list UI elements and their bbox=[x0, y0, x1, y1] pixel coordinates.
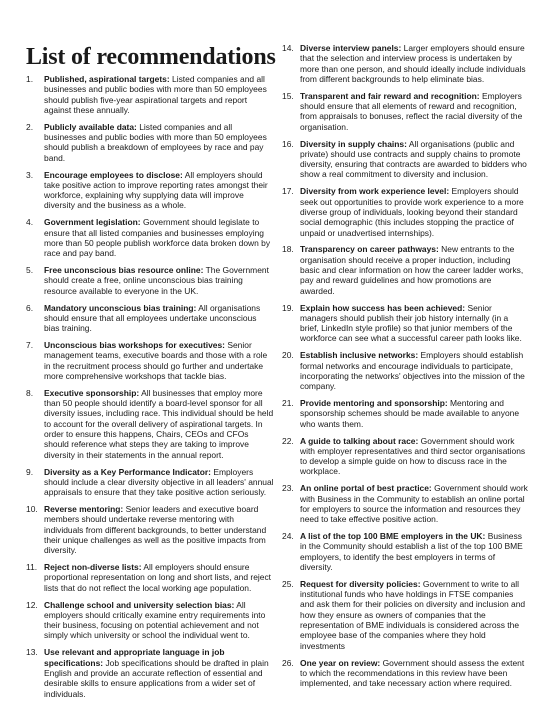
recommendation-body bbox=[44, 340, 274, 381]
recommendation-number: 5. bbox=[26, 265, 34, 276]
recommendation-body bbox=[44, 388, 274, 460]
recommendation-text: Employers should seek out opportunities to provide work experience to a more diverse group of individuals, looking beyond their standard social demographic (this includes stopping the practice of unpaid or unadvertised internships). bbox=[300, 186, 524, 238]
recommendation-text: The Government should create a free, online unconscious bias training resource available to everyone in the UK. bbox=[44, 265, 269, 296]
recommendation-number: 21. bbox=[282, 398, 294, 409]
recommendation-number: 6. bbox=[26, 302, 34, 313]
recommendation-text: Job specifications should be drafted in plain English and provide an accurate reflection of essential and desirable skills to ensure applications from a wider set of individuals. bbox=[44, 657, 269, 699]
recommendation-heading: Establish inclusive networks: bbox=[300, 350, 419, 361]
recommendation-item bbox=[26, 122, 274, 163]
recommendation-body bbox=[44, 122, 274, 163]
recommendation-heading: Diverse interview panels: bbox=[300, 43, 402, 53]
recommendation-body bbox=[44, 170, 274, 211]
recommendation-body bbox=[44, 600, 274, 641]
recommendation-number: 20. bbox=[282, 350, 294, 361]
recommendation-item bbox=[26, 562, 274, 593]
recommendation-text: Government should work with employer representatives and third sector organisations to develop a simple guide on how to discuss race in the workplace. bbox=[300, 435, 526, 477]
recommendation-number: 4. bbox=[26, 217, 34, 228]
recommendation-item bbox=[26, 600, 274, 641]
recommendation-item bbox=[282, 43, 528, 84]
recommendation-heading: Mandatory unconscious bias training: bbox=[44, 302, 197, 313]
recommendation-text: All employers should ensure proportional representation on long and short lists, and reject lists that do not reflect the local working age population. bbox=[44, 562, 272, 593]
recommendation-heading: Diversity in supply chains: bbox=[300, 138, 407, 149]
recommendation-text: All organisations (public and private) should use contracts and supply chains to promote diversity, ensuring that contracts are awarded to bidders who show a real commitment to diversity and inclusion. bbox=[300, 138, 527, 180]
recommendation-heading: Explain how success has been achieved: bbox=[300, 302, 466, 313]
recommendation-item bbox=[282, 350, 528, 391]
recommendation-body bbox=[44, 647, 274, 698]
recommendation-body bbox=[300, 303, 528, 344]
recommendation-item bbox=[282, 579, 528, 651]
recommendation-text: Senior management teams, executive boards and those with a role in the recruitment process should go further and undertake more comprehensive workshops that tackle bias. bbox=[44, 340, 268, 381]
recommendation-item bbox=[282, 658, 528, 689]
recommendation-heading: Request for diversity policies: bbox=[300, 578, 421, 589]
recommendation-text: All businesses that employ more than 50 people should identify a board-level sponsor for all diversity issues, including race. This individual should be held to account for the overall delivery of aspirational targets. In order to ensure this happens, Chairs, CEOs and CFOs should reference what steps they are taking to improve diversity in their statements in the annual report. bbox=[44, 387, 274, 460]
recommendation-heading: A guide to talking about race: bbox=[300, 435, 419, 446]
recommendation-text: Business in the Community should establish a list of the top 100 BME employers, to identify the best employers in terms of diversity. bbox=[300, 531, 523, 572]
recommendation-heading: Free unconscious bias resource online: bbox=[44, 265, 204, 276]
recommendation-number: 18. bbox=[282, 244, 294, 255]
recommendation-item bbox=[282, 91, 528, 132]
recommendation-heading: Use relevant and appropriate language in job specifications: bbox=[44, 647, 225, 668]
recommendation-number: 15. bbox=[282, 90, 294, 101]
recommendation-heading: Provide mentoring and sponsorship: bbox=[300, 398, 448, 409]
recommendation-text: Senior leaders and executive board members should undertake reverse mentoring with individuals from different backgrounds, to better understand their unique challenges as well as the positive impacts from diversity. bbox=[44, 504, 267, 556]
recommendation-item bbox=[282, 531, 528, 572]
recommendation-text: Larger employers should ensure that the selection and interview process is undertaken by more than one person, and should ideally include individuals from different backgrounds to help eliminate bias. bbox=[300, 43, 526, 84]
recommendation-body bbox=[44, 562, 274, 593]
recommendation-number: 12. bbox=[26, 599, 38, 610]
recommendation-number: 26. bbox=[282, 657, 294, 668]
recommendation-number: 16. bbox=[282, 138, 294, 149]
recommendation-heading: Executive sponsorship: bbox=[44, 387, 140, 398]
recommendation-body bbox=[44, 467, 274, 498]
recommendation-heading: Government legislation: bbox=[44, 217, 141, 228]
recommendation-item bbox=[26, 265, 274, 296]
recommendation-item bbox=[26, 303, 274, 334]
recommendation-heading: Published, aspirational targets: bbox=[44, 74, 170, 84]
recommendation-body bbox=[300, 186, 528, 237]
recommendation-text: Employers should establish formal networks and encourage individuals to participate, incorporating the networks' objectives into the mission of the company. bbox=[300, 350, 525, 392]
recommendation-item bbox=[26, 340, 274, 381]
recommendation-number: 8. bbox=[26, 387, 34, 398]
recommendation-text: Listed companies and all businesses and public bodies with more than 50 employees should publish five-year aspirational targets and report against these annually. bbox=[44, 74, 267, 115]
right-column bbox=[282, 43, 528, 695]
recommendation-text: All employers should critically examine entry requirements into their business, focusing on potential achievement and not simply which university or school the individual went to. bbox=[44, 599, 266, 641]
recommendation-body bbox=[300, 244, 528, 295]
recommendation-body bbox=[300, 139, 528, 180]
recommendation-item bbox=[26, 504, 274, 555]
recommendation-text: Government should legislate to ensure that all listed companies and businesses employing more than 50 people publish workforce data broken down by race and pay band. bbox=[44, 217, 271, 259]
recommendation-body bbox=[300, 531, 528, 572]
recommendation-body bbox=[300, 350, 528, 391]
recommendation-number: 22. bbox=[282, 435, 294, 446]
recommendation-text: Listed companies and all businesses and public bodies with more than 50 employees should publish a breakdown of employees by race and pay band. bbox=[44, 121, 267, 163]
recommendation-body bbox=[300, 398, 528, 429]
recommendation-body bbox=[300, 658, 528, 689]
recommendation-body bbox=[44, 303, 274, 334]
recommendation-item bbox=[282, 436, 528, 477]
recommendation-body bbox=[300, 483, 528, 524]
recommendation-text: Senior managers should publish their job history internally (in a brief, LinkedIn style profile) so that junior members of the workforce can see what a successful career path looks like. bbox=[300, 302, 522, 344]
recommendation-item bbox=[282, 483, 528, 524]
recommendation-heading: Transparent and fair reward and recognition: bbox=[300, 90, 480, 101]
recommendation-text: All organisations should ensure that all employees undertake unconscious bias training. bbox=[44, 302, 261, 334]
recommendation-text: Government should work with Business in the Community to establish an online portal for employers to source the information and resources they need to take effective positive action. bbox=[300, 483, 528, 525]
recommendation-heading: Diversity as a Key Performance Indicator: bbox=[44, 466, 211, 477]
recommendation-body bbox=[300, 91, 528, 132]
recommendation-item bbox=[26, 647, 274, 698]
recommendation-heading: Reverse mentoring: bbox=[44, 504, 124, 515]
recommendation-number: 25. bbox=[282, 578, 294, 589]
recommendation-heading: Transparency on career pathways: bbox=[300, 244, 439, 255]
recommendation-heading: One year on review: bbox=[300, 657, 381, 668]
left-column bbox=[26, 74, 274, 705]
recommendation-heading: Diversity from work experience level: bbox=[300, 186, 450, 197]
recommendation-heading: Publicly available data: bbox=[44, 121, 137, 132]
recommendation-text: Government to write to all institutional funds who have holdings in FTSE companies and ask them for their policies on diversity and inclusion and how they ensure as owners of companies that the representation of BME individuals is considered across the employee base of the companies where they hold investments bbox=[300, 578, 526, 651]
recommendation-text: New entrants to the organisation should receive a proper induction, including basic and clear information on how the career ladder works, pay and reward guidelines and how promotions are awarded. bbox=[300, 244, 524, 296]
recommendation-number: 24. bbox=[282, 531, 294, 542]
recommendation-item bbox=[282, 244, 528, 295]
recommendation-item bbox=[282, 186, 528, 237]
recommendation-text: Employers should ensure that all elements of reward and recognition, from appraisals to bonuses, reflect the racial diversity of the organisation. bbox=[300, 90, 523, 132]
recommendation-item bbox=[26, 217, 274, 258]
recommendation-item bbox=[26, 467, 274, 498]
recommendation-heading: Encourage employees to disclose: bbox=[44, 169, 183, 180]
recommendation-number: 1. bbox=[26, 74, 34, 84]
recommendation-heading: Unconscious bias workshops for executives: bbox=[44, 340, 225, 351]
recommendation-item bbox=[26, 74, 274, 115]
recommendation-text: Government should assess the extent to which the recommendations in this review have been implemented, and take necessary action where required. bbox=[300, 657, 525, 689]
recommendation-number: 17. bbox=[282, 186, 294, 197]
recommendation-item bbox=[26, 170, 274, 211]
recommendation-number: 14. bbox=[282, 43, 294, 53]
recommendation-number: 9. bbox=[26, 466, 34, 477]
recommendation-number: 23. bbox=[282, 483, 294, 494]
recommendation-body bbox=[300, 43, 528, 84]
recommendation-text: Mentoring and sponsorship schemes should be made available to anyone who wants them. bbox=[300, 398, 520, 429]
recommendation-heading: Challenge school and university selection bias: bbox=[44, 599, 235, 610]
recommendation-item bbox=[282, 303, 528, 344]
page-title: List of recommendations bbox=[26, 44, 276, 70]
recommendation-number: 2. bbox=[26, 121, 34, 132]
recommendation-text: All employers should take positive action to improve reporting rates amongst their workforce, explaining why supplying data will improve diversity and the business as a whole. bbox=[44, 169, 268, 211]
recommendation-number: 13. bbox=[26, 647, 38, 658]
recommendation-body bbox=[44, 217, 274, 258]
recommendation-heading: Reject non-diverse lists: bbox=[44, 562, 142, 573]
recommendation-body bbox=[300, 579, 528, 651]
recommendation-item bbox=[282, 398, 528, 429]
recommendation-body bbox=[44, 74, 274, 115]
recommendation-number: 19. bbox=[282, 302, 294, 313]
recommendation-item bbox=[26, 388, 274, 460]
recommendation-body bbox=[44, 265, 274, 296]
recommendation-number: 3. bbox=[26, 169, 34, 180]
recommendation-number: 7. bbox=[26, 340, 34, 351]
recommendation-text: Employers should include a clear diversity objective in all leaders' annual appraisals to ensure that they take positive action seriously. bbox=[44, 466, 274, 498]
recommendation-number: 10. bbox=[26, 504, 38, 515]
recommendation-number: 11. bbox=[26, 562, 38, 573]
recommendation-heading: A list of the top 100 BME employers in the UK: bbox=[300, 531, 486, 542]
recommendation-heading: An online portal of best practice: bbox=[300, 483, 432, 494]
recommendation-item bbox=[282, 139, 528, 180]
recommendation-body bbox=[44, 504, 274, 555]
recommendation-body bbox=[300, 436, 528, 477]
